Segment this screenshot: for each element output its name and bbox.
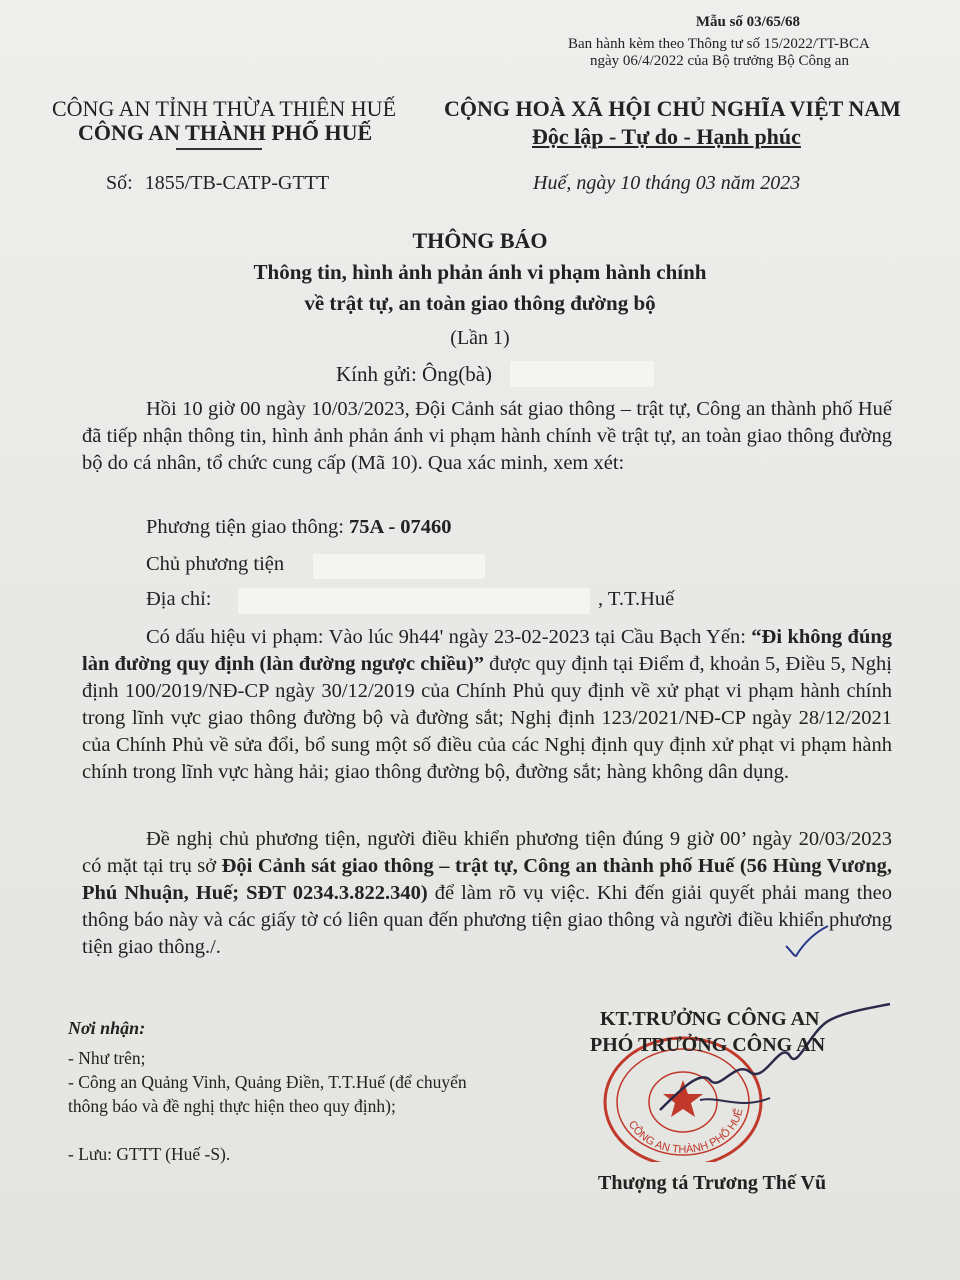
document-subtitle-1: Thông tin, hình ảnh phản ánh vi phạm hành chính (253, 260, 707, 284)
nation-motto: Độc lập - Tự do - Hạnh phúc (532, 124, 801, 149)
seal-text-bottom: CÔNG AN THÀNH PHỐ HUẾ (625, 1107, 746, 1156)
redacted-address (238, 588, 590, 614)
agency-parent: CÔNG AN TỈNH THỪA THIÊN HUẾ (52, 96, 397, 121)
document-subtitle-2: về trật tự, an toàn giao thông đường bộ (304, 291, 656, 315)
request-text-b: để làm rõ vụ việc. Khi đến giải quyết phải mang theo thông báo này và các giấy tờ có liên quan đến phương tiện giao thông và người điều khiển phương tiện giao thông./. (82, 882, 892, 958)
violation-description: “Đi không đúng làn đường quy định (làn đường ngược chiều)” (82, 626, 892, 675)
vehicle-field (146, 516, 452, 539)
signature-title-2: PHÓ TRƯỞNG CÔNG AN (590, 1034, 826, 1056)
redacted-owner (313, 554, 485, 579)
form-number: Mẫu số 03/65/68 (695, 14, 800, 30)
paragraph-intro (82, 396, 892, 477)
paragraph-request (82, 826, 892, 961)
greeting: Kính gửi: Ông(bà) (336, 362, 493, 386)
recipient-item: - Lưu: GTTT (Huế -S). (68, 1144, 231, 1164)
request-text-a: Đề nghị chủ phương tiện, người điều khiển phương tiện đúng 9 giờ 00’ ngày 20/03/2023 có mặt tại trụ sở (82, 828, 892, 877)
document-number-value: 1855/TB-CATP-GTTT (144, 172, 330, 194)
paragraph-violation (82, 624, 892, 786)
paragraph-intro-text: Hồi 10 giờ 00 ngày 10/03/2023, Đội Cảnh sát giao thông – trật tự, Công an thành phố Huế đã tiếp nhận thông tin, hình ảnh phản ánh vi phạm hành chính về trật tự, an toàn giao thông đường bộ do cá nhân, tổ chức cung cấp (Mã 10). Qua xác minh, xem xét: (82, 398, 892, 474)
address-tail: , T.T.Huế (598, 588, 675, 610)
address-label: Địa chỉ: (146, 588, 212, 610)
document-title: THÔNG BÁO (412, 228, 548, 253)
vehicle-label: Phương tiện giao thông: (146, 516, 344, 538)
document-number (106, 172, 329, 195)
form-issuance-line-2: ngày 06/4/2022 của Bộ trưởng Bộ Công an (590, 53, 849, 69)
owner-label: Chủ phương tiện (146, 553, 285, 575)
violation-text-a: Có dấu hiệu vi phạm: Vào lúc 9h44' ngày 23-02-2023 tại Cầu Bạch Yến: (146, 626, 752, 648)
handwritten-check-mark (782, 922, 832, 962)
document-number-label: Số: (106, 172, 133, 194)
notice-round: (Lần 1) (450, 327, 510, 349)
violation-text-b: được quy định tại Điểm đ, khoản 5, Điều 5, Nghị định 100/2019/NĐ-CP ngày 30/12/2019 của Chính Phủ quy định về xử phạt vi phạm hành chính trong lĩnh vực giao thông đường bộ và đường sắt; Nghị định 123/2021/NĐ-CP ngày 28/12/2021 của Chính Phủ về sửa đổi, bổ sung một số điều của các Nghị định quy định xử phạt vi phạm hành chính trong lĩnh vực hàng hải; giao thông đường bộ, đường sắt; hàng không dân dụng. (82, 653, 892, 783)
agency-name: CÔNG AN THÀNH PHỐ HUẾ (78, 120, 373, 145)
recipients-title: Nơi nhận: (68, 1018, 146, 1038)
signer-name: Thượng tá Trương Thế Vũ (598, 1172, 827, 1194)
form-issuance-line-1: Ban hành kèm theo Thông tư số 15/2022/TT-BCA (568, 36, 870, 52)
redacted-name (510, 361, 654, 387)
vehicle-plate: 75A - 07460 (349, 516, 452, 538)
agency-underline (176, 148, 262, 150)
document-date: Huế, ngày 10 tháng 03 năm 2023 (533, 172, 801, 194)
recipient-item: - Như trên; (68, 1048, 146, 1068)
request-office: Đội Cảnh sát giao thông – trật tự, Công an thành phố Huế (56 Hùng Vương, Phú Nhuận, Huế; SĐT 0234.3.822.340) (82, 855, 892, 904)
nation-header: CỘNG HOÀ XÃ HỘI CHỦ NGHĨA VIỆT NAM (444, 96, 901, 121)
signature-title-1: KT.TRƯỞNG CÔNG AN (600, 1008, 820, 1030)
recipient-item: - Công an Quảng Vinh, Quảng Điền, T.T.Huế (để chuyển thông báo và đề nghị thực hiện theo quy định); (68, 1072, 467, 1116)
